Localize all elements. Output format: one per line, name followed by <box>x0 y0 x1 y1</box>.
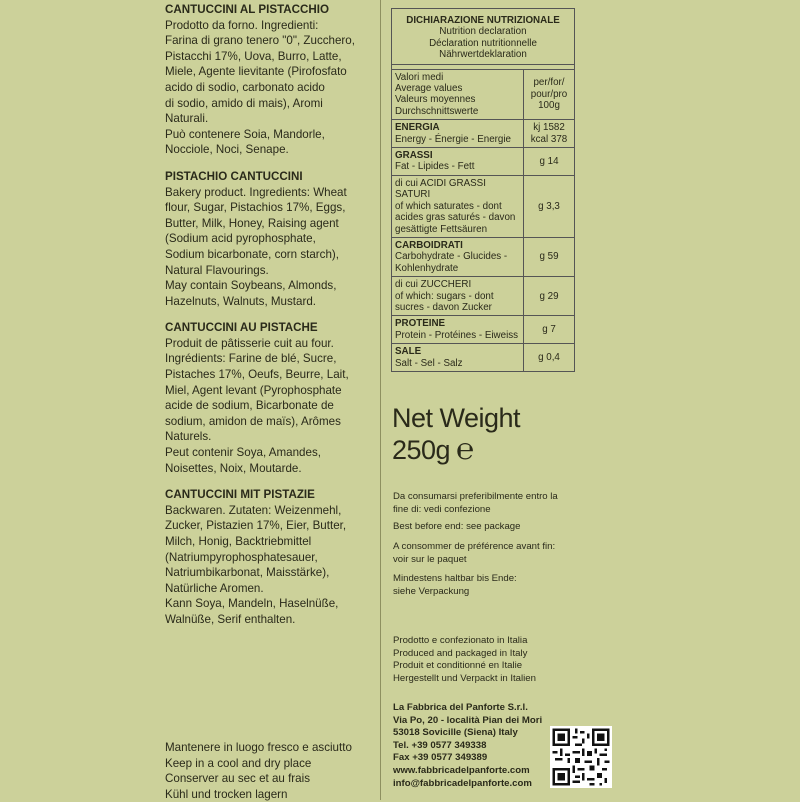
nutrition-header-row <box>392 9 575 65</box>
ingredient-line: Zucker, Pistazien 17%, Eier, Butter, <box>165 519 347 533</box>
storage-line: Kühl und trocken lagern <box>165 787 288 801</box>
value-line: kcal 378 <box>530 133 568 145</box>
best-before-de <box>393 573 517 598</box>
best-before-line: Mindestens haltbar bis Ende: <box>393 573 517 584</box>
average-line: Valeurs moyennes <box>395 94 476 106</box>
nutrient-translation: Fat - Lipides - Fett <box>395 161 475 173</box>
nutrient-label <box>392 316 524 344</box>
storage-line: Keep in a cool and dry place <box>165 756 312 770</box>
company-info <box>393 702 542 790</box>
best-before-fr <box>393 541 555 566</box>
average-values-row <box>392 69 575 120</box>
ingredient-line: Naturels. <box>165 430 212 444</box>
nutrient-value: g 0,4 <box>524 344 575 372</box>
ingredient-line: Miel, Agent levant (Pyrophosphate <box>165 383 342 397</box>
best-before-line: siehe Verpackung <box>393 585 470 597</box>
average-line: Average values <box>395 83 463 95</box>
nutrient-row-fat <box>392 148 575 176</box>
nutrient-translation: Salt - Sel - Salz <box>395 357 463 369</box>
ingredient-line: (Sodium acid pyrophosphate, <box>165 232 316 246</box>
qr-code-icon <box>550 726 612 788</box>
ingredient-line: Walnüße, Serif enthalten. <box>165 612 296 626</box>
block-title: CANTUCCINI AL PISTACCHIO <box>165 3 330 16</box>
nutrient-translation: of which: sugars - dont sucres - davon Zucker <box>395 290 494 313</box>
ingredient-line: Milch, Honig, Backtriebmittel <box>165 535 312 548</box>
origin-line: Prodotto e confezionato in Italia <box>393 635 528 646</box>
storage-instructions <box>165 740 352 802</box>
origin-line: Produit et conditionné en Italie <box>393 660 523 672</box>
ingredient-line: Sodium bicarbonate, corn starch), <box>165 247 339 261</box>
company-fax: Fax +39 0577 349389 <box>393 752 488 764</box>
nutrient-translation: Carbohydrate - Glucides - Kohlenhydrate <box>395 251 508 274</box>
nutrition-table <box>391 8 575 372</box>
nutrient-value <box>524 120 575 148</box>
storage-line: Mantenere in luogo fresco e asciutto <box>165 741 352 754</box>
origin-statement <box>393 635 536 685</box>
ingredient-line: sodium, amidon de maïs), Arômes <box>165 414 341 428</box>
nutrition-title: DICHIARAZIONE NUTRIZIONALE <box>406 15 560 26</box>
nutrient-value: g 14 <box>524 148 575 176</box>
ingredient-line: Miele, Agente lievitante (Pirofosfato <box>165 65 347 79</box>
best-before-line: voir sur le paquet <box>393 553 467 565</box>
net-weight-value-line <box>392 434 520 466</box>
nutrient-name: CARBOIDRATI <box>395 239 463 251</box>
ingredient-line: Prodotto da forno. Ingredienti: <box>165 18 319 32</box>
company-city: 53018 Sovicille (Siena) Italy <box>393 727 518 739</box>
ingredient-line: di sodio, amido di mais), Aromi <box>165 96 323 110</box>
nutrient-name: GRASSI <box>395 150 433 162</box>
average-line: Valori medi <box>395 71 444 83</box>
nutrition-subtitle: Nährwertdeklaration <box>439 49 527 61</box>
ingredients-block-fr <box>165 320 377 476</box>
ingredients-block-en <box>165 169 377 309</box>
nutrient-label <box>392 175 524 237</box>
block-title: CANTUCCINI AU PISTACHE <box>165 321 318 335</box>
best-before-line: fine di: vedi confezione <box>393 503 491 515</box>
company-address: Via Po, 20 - località Pian dei Mori <box>393 714 543 726</box>
ingredient-line: Farina di grano tenero "0", Zucchero, <box>165 34 355 48</box>
nutrient-translation: Energy - Énergie - Energie <box>395 133 511 145</box>
ingredient-line: Natriumbikarbonat, Maisstärke), <box>165 566 330 580</box>
nutrient-label <box>392 237 524 276</box>
nutrient-label <box>392 344 524 372</box>
nutrient-label <box>392 148 524 176</box>
ingredient-line: Può contenere Soia, Mandorle, <box>165 127 325 141</box>
ingredient-line: Natural Flavourings. <box>165 263 269 277</box>
per-line: per/for/ <box>533 77 565 89</box>
estimated-sign-icon: ℮ <box>456 433 474 466</box>
average-line: Durchschnittswerte <box>395 105 479 117</box>
net-weight <box>392 403 520 466</box>
nutrient-name: di cui ACIDI GRASSI SATURI <box>395 177 486 201</box>
ingredient-line: Pistacchi 17%, Uova, Burro, Latte, <box>165 49 342 63</box>
ingredient-line: Peut contenir Soya, Amandes, <box>165 446 321 460</box>
ingredient-line: Kann Soya, Mandeln, Haselnüße, <box>165 597 339 611</box>
nutrient-translation: of which saturates - dont acides gras saturés - davon gesättigte Fettsäuren <box>395 200 516 235</box>
nutrient-row-saturates <box>392 175 575 237</box>
column-divider <box>380 0 381 800</box>
nutrient-row-salt <box>392 344 575 372</box>
nutrient-row-protein <box>392 316 575 344</box>
nutrient-translation: Protein - Protéines - Eiweiss <box>395 329 519 341</box>
nutrition-subtitle: Déclaration nutritionnelle <box>429 37 537 49</box>
nutrient-row-energy <box>392 120 575 148</box>
block-title: CANTUCCINI MIT PISTAZIE <box>165 488 315 502</box>
nutrient-name: ENERGIA <box>395 122 440 134</box>
nutrient-value: g 59 <box>524 237 575 276</box>
ingredient-line: Bakery product. Ingredients: Wheat <box>165 185 347 199</box>
per-100g-label <box>524 69 575 120</box>
nutrient-name: di cui ZUCCHERI <box>395 279 472 291</box>
ingredient-line: Hazelnuts, Walnuts, Mustard. <box>165 294 316 308</box>
nutrient-name: PROTEINE <box>395 318 446 330</box>
nutrient-value: g 3,3 <box>524 175 575 237</box>
company-phone: Tel. +39 0577 349338 <box>393 739 487 751</box>
ingredients-column <box>165 2 377 639</box>
nutrient-row-sugars <box>392 277 575 316</box>
ingredient-line: Naturali. <box>165 112 209 126</box>
per-line: 100g <box>538 100 560 112</box>
ingredient-line: flour, Sugar, Pistachios 17%, Eggs, <box>165 201 346 215</box>
origin-line: Hergestellt und Verpackt in Italien <box>393 672 536 684</box>
ingredients-block-it <box>165 2 377 158</box>
nutrient-value: g 29 <box>524 277 575 316</box>
ingredient-line: Produit de pâtisserie cuit au four. <box>165 336 334 350</box>
ingredient-line: Butter, Milk, Honey, Raising agent <box>165 216 339 230</box>
net-weight-label: Net Weight <box>392 403 521 433</box>
best-before-en <box>393 521 520 534</box>
ingredient-line: Ingrédients: Farine de blé, Sucre, <box>165 352 337 366</box>
ingredient-line: Natürliche Aromen. <box>165 581 264 595</box>
nutrient-value: g 7 <box>524 316 575 344</box>
ingredient-line: Noisettes, Noix, Moutarde. <box>165 461 302 475</box>
best-before-line: A consommer de préférence avant fin: <box>393 541 556 552</box>
nutrition-header <box>392 9 575 65</box>
ingredient-line: May contain Soybeans, Almonds, <box>165 279 337 293</box>
nutrient-row-carbohydrate <box>392 237 575 276</box>
ingredients-block-de <box>165 487 377 627</box>
ingredient-line: (Natriumpyrophosphatesauer, <box>165 550 318 564</box>
best-before-it <box>393 491 558 516</box>
storage-line: Conserver au sec et au frais <box>165 772 310 786</box>
per-line: pour/pro <box>530 88 568 100</box>
ingredient-line: Backwaren. Zutaten: Weizenmehl, <box>165 503 342 517</box>
company-website: www.fabbricadelpanforte.com <box>393 764 530 776</box>
nutrient-label <box>392 120 524 148</box>
ingredient-line: acide de sodium, Bicarbonate de <box>165 399 334 413</box>
nutrient-label <box>392 277 524 316</box>
best-before-line: Best before end: see package <box>393 521 521 532</box>
nutrient-name: SALE <box>395 346 422 358</box>
value-line: kj 1582 <box>533 122 565 134</box>
origin-line: Produced and packaged in Italy <box>393 647 528 659</box>
ingredient-line: acido di sodio, carbonato acido <box>165 80 325 94</box>
nutrition-subtitle: Nutrition declaration <box>439 26 527 38</box>
ingredient-line: Pistaches 17%, Oeufs, Beurre, Lait, <box>165 368 349 382</box>
best-before-line: Da consumarsi preferibilmente entro la <box>393 491 558 502</box>
block-title: PISTACHIO CANTUCCINI <box>165 169 303 183</box>
ingredient-line: Nocciole, Noci, Senape. <box>165 143 289 157</box>
average-values-label <box>392 69 524 120</box>
company-name: La Fabbrica del Panforte S.r.l. <box>393 702 528 713</box>
company-email: info@fabbricadelpanforte.com <box>393 777 532 789</box>
net-weight-value: 250g <box>392 435 451 465</box>
